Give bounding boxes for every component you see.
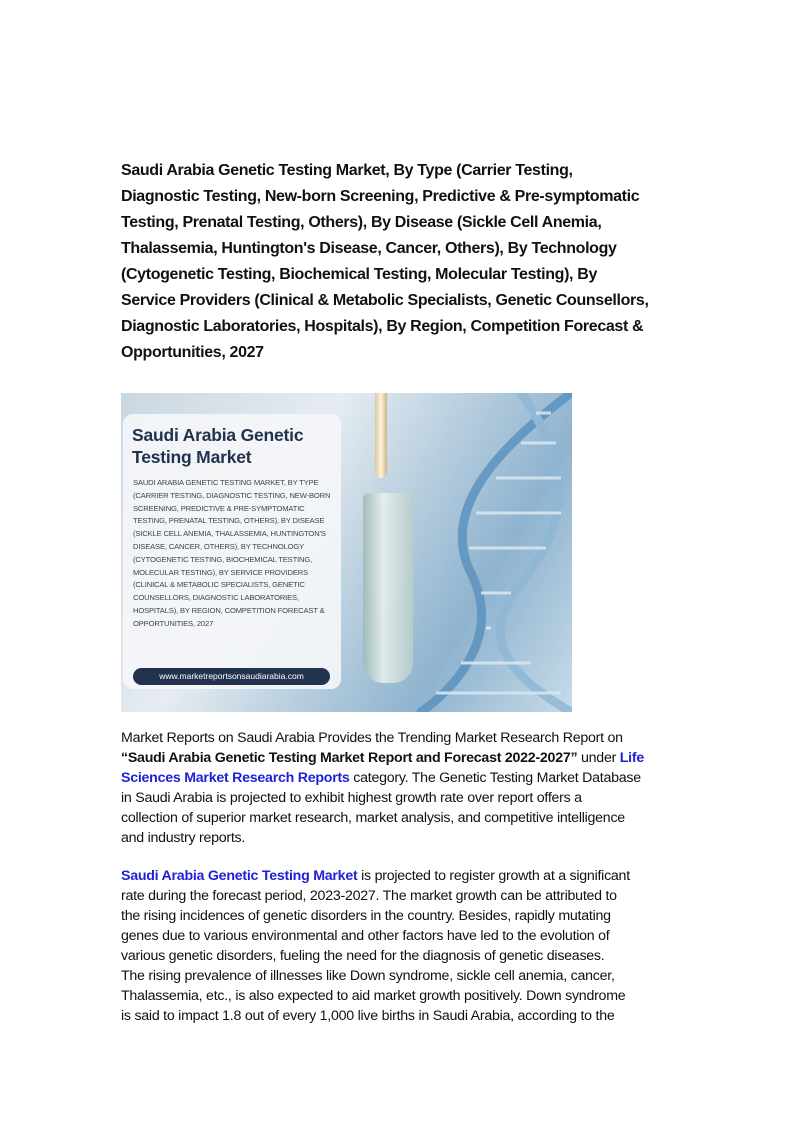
title-line: (Cytogenetic Testing, Biochemical Testing, Molecular Testing), By	[121, 266, 597, 283]
market-link[interactable]: Saudi Arabia Genetic Testing Market	[121, 868, 358, 884]
title-line: Diagnostic Testing, New-born Screening, Predictive & Pre-symptomatic	[121, 188, 640, 205]
pipette-illustration	[375, 393, 387, 478]
text-line: The rising prevalence of illnesses like Down syndrome, sickle cell anemia, cancer,	[121, 968, 615, 984]
hero-heading	[132, 424, 303, 468]
text-line: in Saudi Arabia is projected to exhibit highest growth rate over report offers a	[121, 790, 582, 806]
text-line: various genetic disorders, fueling the need for the diagnosis of genetic diseases.	[121, 948, 605, 964]
title-line: Testing, Prenatal Testing, Others), By Disease (Sickle Cell Anemia,	[121, 214, 602, 231]
text-line: rate during the forecast period, 2023-2027. The market growth can be attributed to	[121, 888, 617, 904]
report-name: “Saudi Arabia Genetic Testing Market Report and Forecast 2022-2027”	[121, 750, 578, 766]
hero-url-badge: www.marketreportsonsaudiarabia.com	[133, 668, 330, 685]
text-span: category. The Genetic Testing Market Database	[349, 770, 641, 786]
test-tube-illustration	[363, 493, 413, 683]
market-paragraph	[121, 866, 681, 1026]
hero-heading-line: Saudi Arabia Genetic	[132, 425, 304, 445]
text-line: Market Reports on Saudi Arabia Provides the Trending Market Research Report on	[121, 730, 623, 746]
category-link[interactable]: Life	[619, 750, 644, 766]
title-line: Service Providers (Clinical & Metabolic Specialists, Genetic Counsellors,	[121, 292, 649, 309]
hero-heading-line: Testing Market	[132, 447, 252, 467]
title-line: Saudi Arabia Genetic Testing Market, By Type (Carrier Testing,	[121, 162, 573, 179]
report-title	[121, 158, 681, 366]
text-span: under	[577, 750, 620, 766]
intro-paragraph	[121, 728, 681, 848]
text-line	[121, 866, 681, 886]
text-line: genes due to various environmental and other factors have led to the evolution of	[121, 928, 610, 944]
title-line: Thalassemia, Huntington's Disease, Cancer, Others), By Technology	[121, 240, 617, 257]
text-line	[121, 748, 681, 768]
dna-helix-illustration	[401, 393, 572, 712]
text-line	[121, 768, 681, 788]
text-line: collection of superior market research, market analysis, and competitive intelligence	[121, 810, 625, 826]
text-line: Thalassemia, etc., is also expected to aid market growth positively. Down syndrome	[121, 988, 626, 1004]
text-line: the rising incidences of genetic disorders in the country. Besides, rapidly mutating	[121, 908, 611, 924]
text-span: is projected to register growth at a significant	[357, 868, 630, 884]
title-line: Opportunities, 2027	[121, 344, 264, 361]
hero-card	[123, 414, 341, 689]
title-line: Diagnostic Laboratories, Hospitals), By Region, Competition Forecast &	[121, 318, 644, 335]
text-line: and industry reports.	[121, 830, 246, 846]
hero-image	[121, 393, 572, 712]
hero-description: SAUDI ARABIA GENETIC TESTING MARKET, BY TYPE (CARRIER TESTING, DIAGNOSTIC TESTING, NEW-BORN SCREENING, PREDICTIVE & PRE-SYMPTOMATIC TESTING, PRENATAL TESTING, OTHERS), BY DISEASE (SICKLE CELL ANEMIA, THALASSEMIA, HUNTINGTON'S DISEASE, CANCER, OTHERS), BY TECHNOLOGY (CYTOGENETIC TESTING, BIOCHEMICAL TESTING, MOLECULAR TESTING), BY SERVICE PROVIDERS (CLINICAL & METABOLIC SPECIALISTS, GENETIC COUNSELLORS, DIAGNOSTIC LABORATORIES, HOSPITALS), BY REGION, COMPETITION FORECAST & OPPORTUNITIES, 2027	[133, 478, 331, 628]
category-link[interactable]: Sciences Market Research Reports	[121, 770, 350, 786]
text-line: is said to impact 1.8 out of every 1,000 live births in Saudi Arabia, according to the	[121, 1008, 615, 1024]
